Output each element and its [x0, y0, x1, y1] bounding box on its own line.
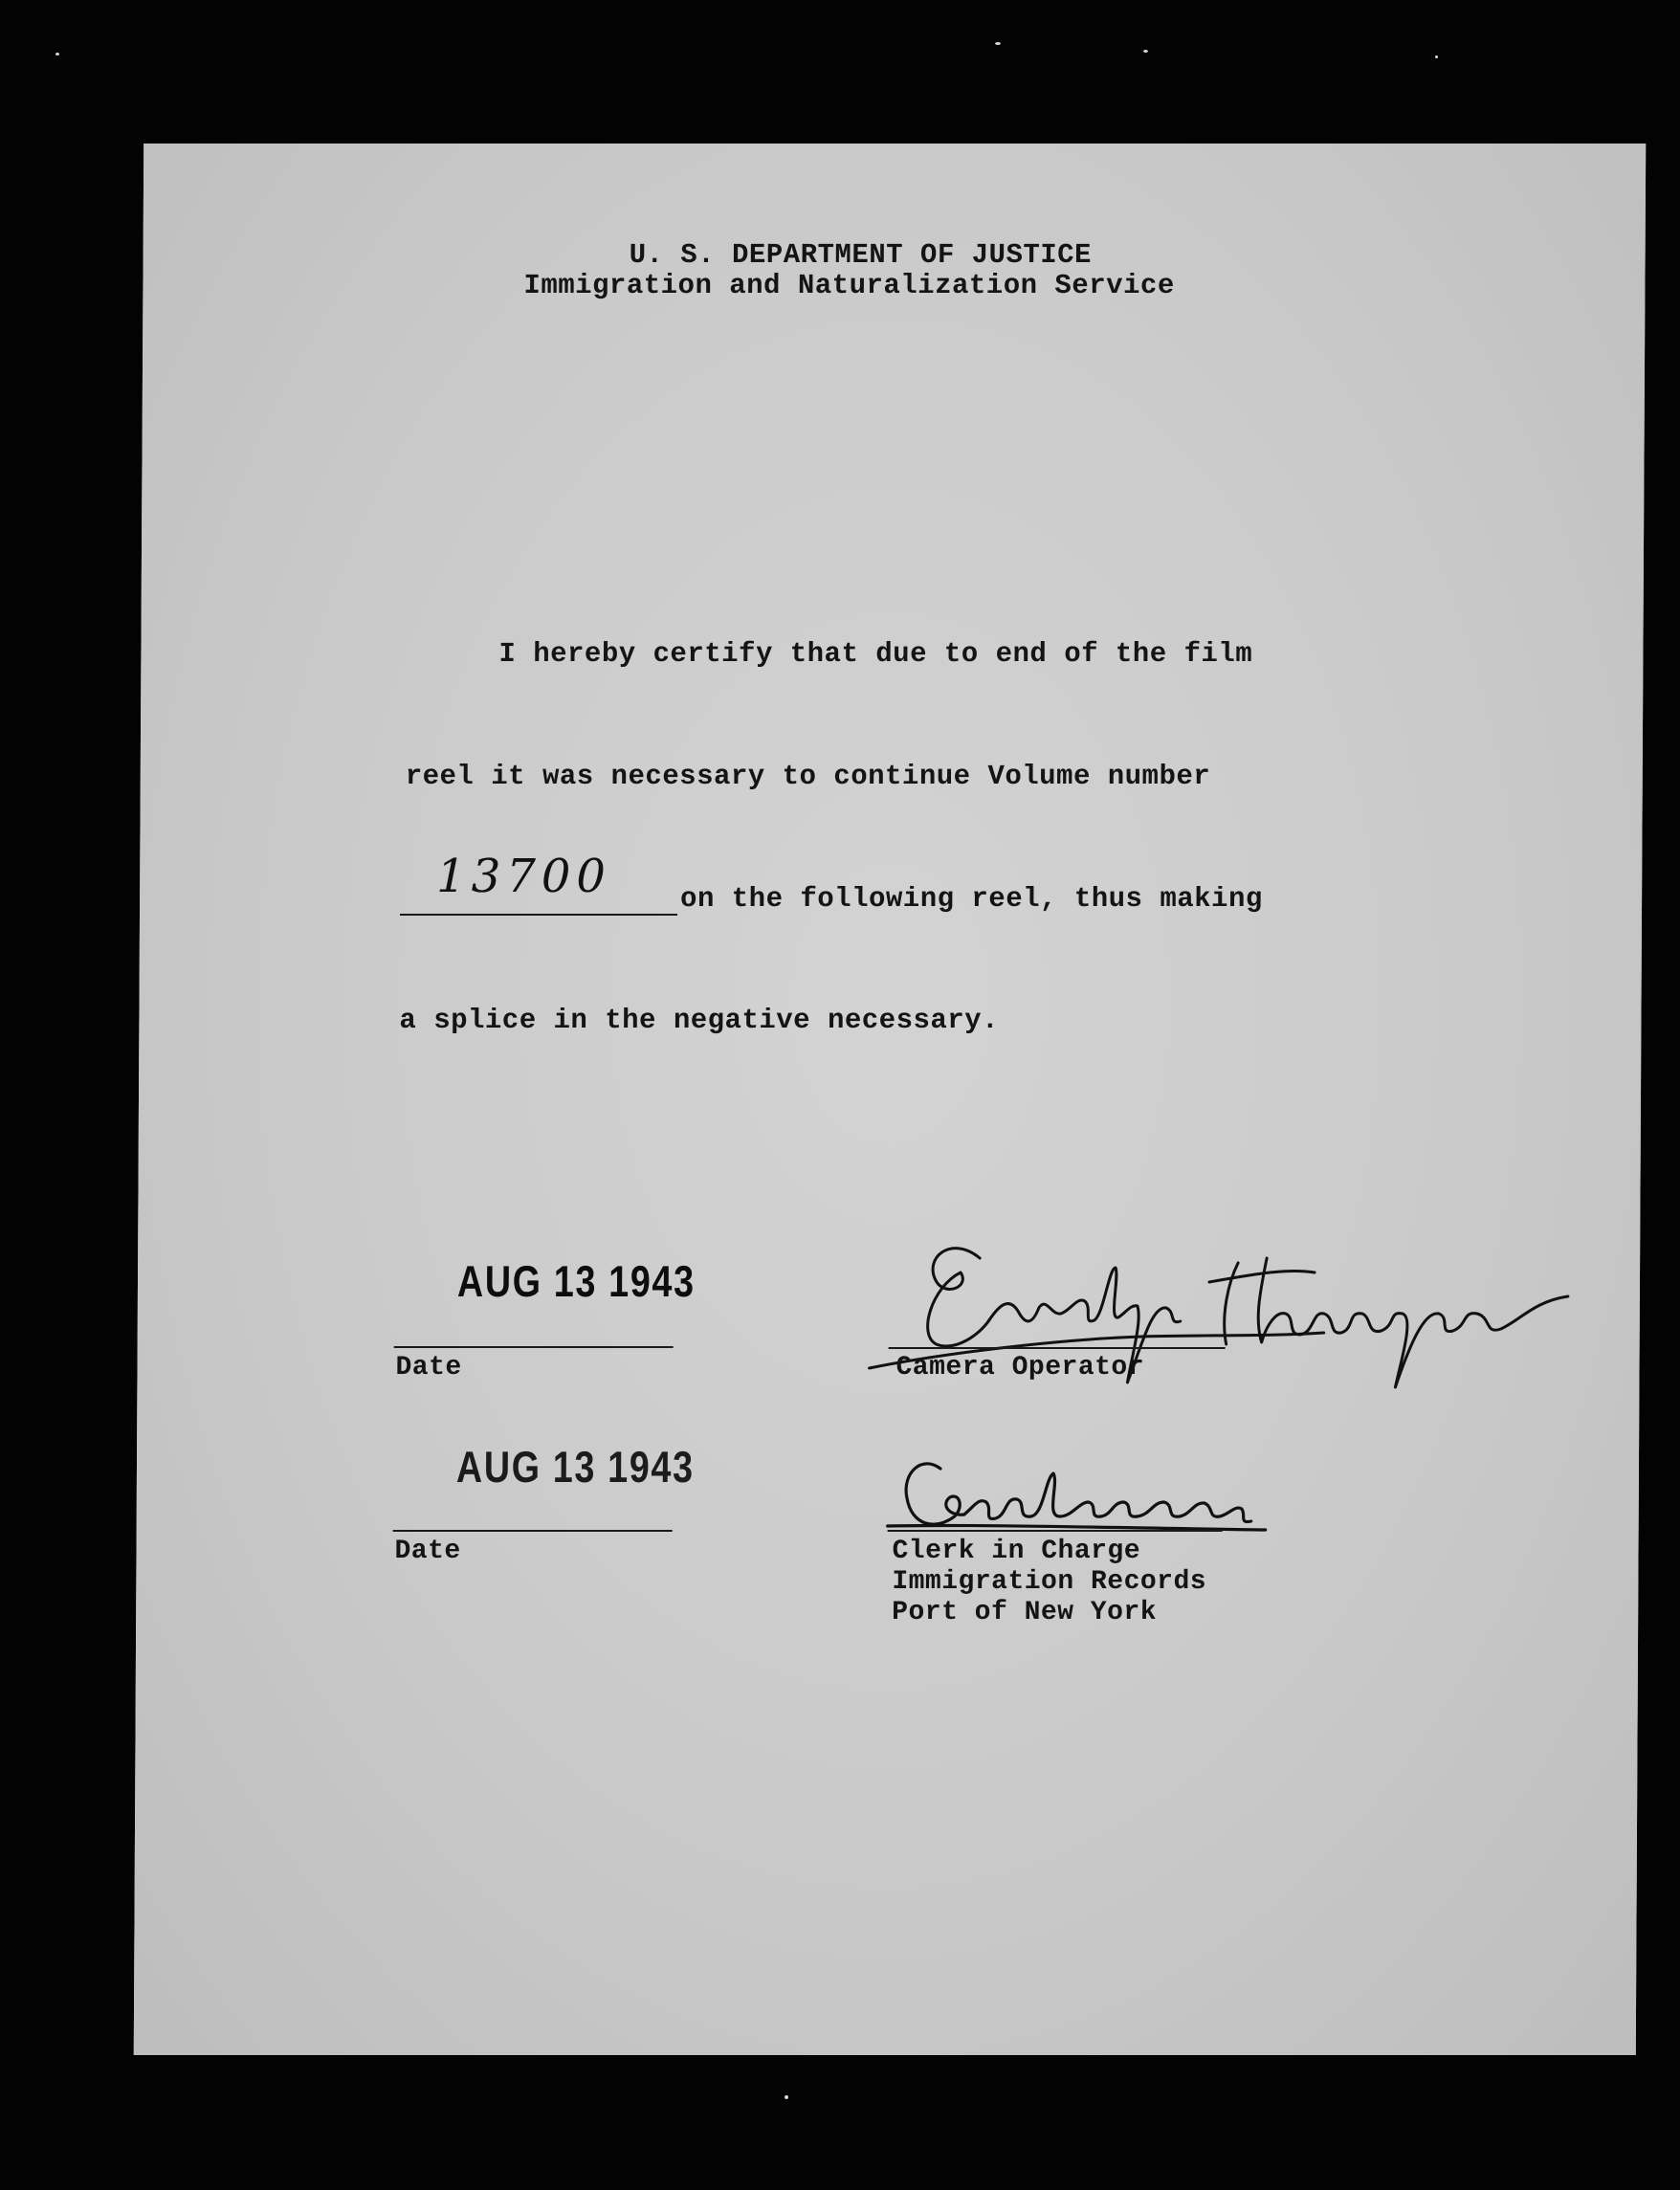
certification-line-4: a splice in the negative necessary.: [399, 1005, 1000, 1036]
certification-line-1: I hereby certify that due to end of the film: [498, 638, 1253, 670]
clerk-title: Clerk in Charge: [892, 1537, 1141, 1566]
certification-line-3: on the following reel, thus making: [680, 883, 1263, 915]
clerk-line: [888, 1530, 1223, 1532]
volume-number-underline: [400, 914, 677, 916]
clerk-port: Port of New York: [892, 1598, 1158, 1627]
date-line-1: [394, 1346, 674, 1348]
certification-line-2: reel it was necessary to continue Volume number: [405, 761, 1211, 792]
camera-operator-line: [889, 1347, 1226, 1349]
agency-subtitle: Immigration and Naturalization Service: [523, 270, 1175, 301]
volume-number-handwritten: 13700: [436, 850, 612, 903]
date-line-2: [393, 1530, 673, 1532]
date-label-1: Date: [395, 1353, 462, 1383]
date-stamp-2: AUG 13 1943: [455, 1442, 695, 1492]
date-label-2: Date: [394, 1537, 461, 1566]
camera-operator-label: Camera Operator: [895, 1353, 1145, 1383]
agency-title: U. S. DEPARTMENT OF JUSTICE: [629, 239, 1093, 271]
date-stamp-1: AUG 13 1943: [456, 1256, 696, 1306]
clerk-department: Immigration Records: [892, 1567, 1207, 1597]
document-page: [134, 144, 1646, 2055]
